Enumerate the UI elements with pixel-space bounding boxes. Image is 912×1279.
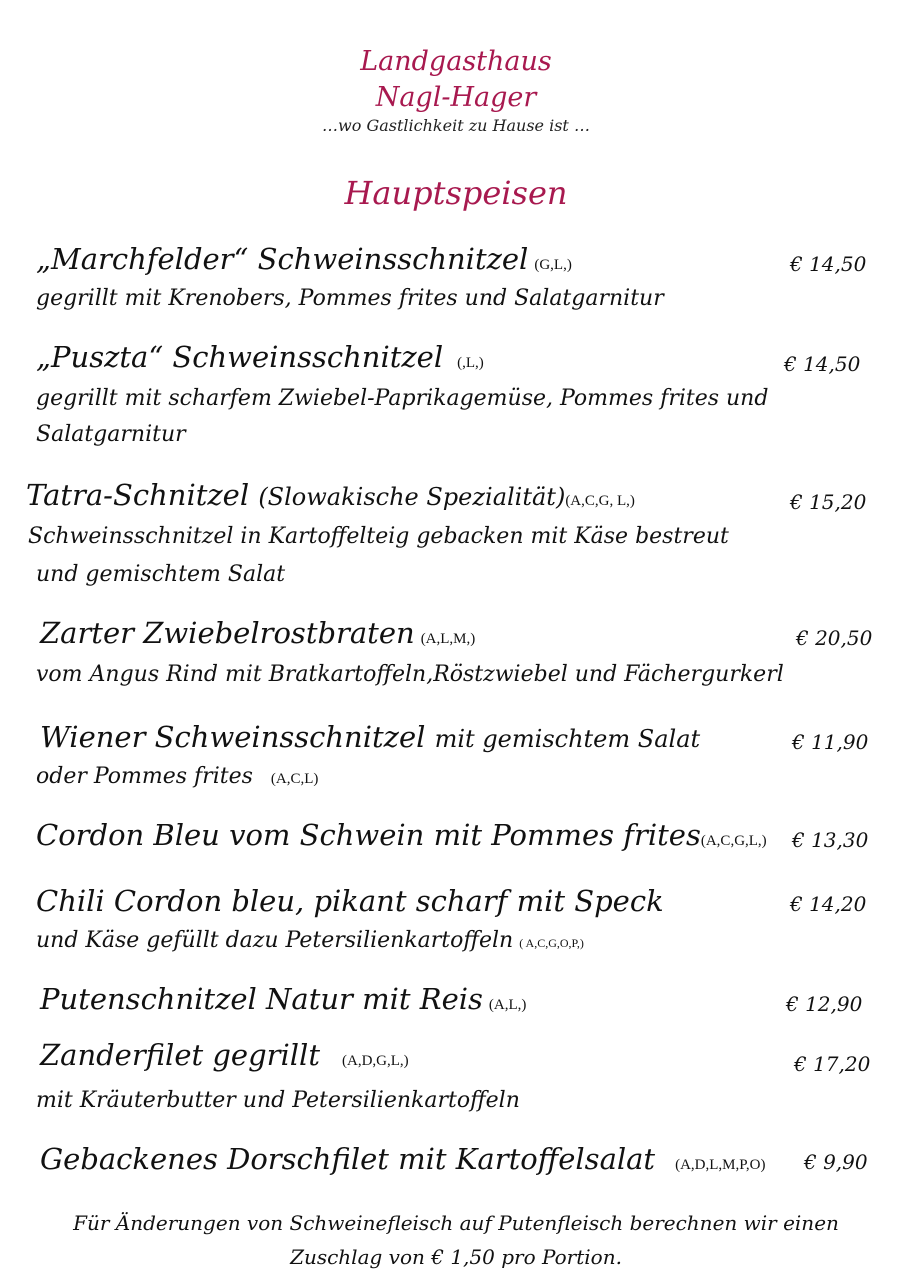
item-name: Zanderfilet gegrillt	[40, 1038, 320, 1072]
item-allergens: (,L,)	[457, 355, 484, 371]
item-price: € 13,30	[792, 828, 869, 852]
item-price: € 14,50	[784, 352, 861, 376]
menu-header	[0, 44, 912, 135]
section-heading	[0, 174, 912, 212]
item-title	[40, 616, 475, 650]
item-allergens: (G,L,)	[534, 257, 572, 273]
item-name: Cordon Bleu vom Schwein mit Pommes frites	[36, 818, 701, 852]
item-title	[36, 884, 664, 918]
item-description	[36, 764, 318, 789]
tagline: …wo Gastlichkeit zu Hause ist …	[322, 116, 590, 135]
item-allergens: (A,C,G, L,)	[565, 493, 635, 509]
item-allergens: (A,D,G,L,)	[342, 1053, 409, 1069]
surcharge-note-line2: Zuschlag von € 1,50 pro Portion.	[290, 1245, 622, 1269]
item-price: € 15,20	[790, 490, 867, 514]
item-name: Tatra-Schnitzel	[26, 478, 250, 512]
restaurant-name-line2: Nagl-Hager	[375, 82, 537, 113]
item-allergens: ( A,C,G,O,P,)	[519, 936, 584, 950]
item-allergens: (A,D,L,M,P,O)	[675, 1157, 766, 1173]
item-description-text: und Käse gefüllt dazu Petersilienkartoffeln	[36, 928, 514, 953]
item-title	[36, 340, 484, 374]
item-description: Salatgarnitur	[36, 422, 186, 447]
item-price: € 11,90	[792, 730, 869, 754]
item-description: gegrillt mit scharfem Zwiebel-Paprikagemüse, Pommes frites und	[36, 386, 769, 411]
item-name: Putenschnitzel Natur mit Reis	[40, 982, 483, 1016]
item-title	[36, 818, 767, 852]
item-title	[40, 720, 700, 754]
item-price: € 14,20	[790, 892, 867, 916]
restaurant-name-line1: Landgasthaus	[360, 46, 552, 77]
item-description: gegrillt mit Krenobers, Pommes frites und Salatgarnitur	[36, 286, 664, 311]
item-name-suffix: mit gemischtem Salat	[434, 725, 701, 753]
item-title	[40, 1142, 766, 1176]
surcharge-note-line1: Für Änderungen von Schweinefleisch auf Putenfleisch berechnen wir einen	[73, 1211, 839, 1235]
item-allergens: (A,C,L)	[270, 771, 319, 787]
item-price: € 9,90	[804, 1150, 868, 1174]
item-title	[36, 242, 572, 276]
item-price: € 14,50	[790, 252, 867, 276]
item-title	[40, 982, 526, 1016]
surcharge-note	[0, 1206, 912, 1274]
item-name: „Marchfelder“ Schweinsschnitzel	[36, 242, 529, 276]
item-name: Gebackenes Dorschfilet mit Kartoffelsalat	[40, 1142, 656, 1176]
item-name: Chili Cordon bleu, pikant scharf mit Speck	[36, 884, 664, 918]
item-price: € 12,90	[786, 992, 863, 1016]
item-name: „Puszta“ Schweinsschnitzel	[36, 340, 444, 374]
item-allergens: (A,C,G,L,)	[700, 833, 767, 849]
item-description: mit Kräuterbutter und Petersilienkartoffeln	[36, 1088, 520, 1113]
item-title	[40, 1038, 409, 1072]
item-allergens: (A,L,M,)	[420, 631, 476, 647]
item-name: Zarter Zwiebelrostbraten	[40, 616, 415, 650]
item-title	[26, 478, 635, 512]
item-description: Schweinsschnitzel in Kartoffelteig gebacken mit Käse bestreut	[28, 524, 729, 549]
section-title: Hauptspeisen	[344, 174, 568, 212]
item-description-text: oder Pommes frites	[36, 764, 253, 789]
item-description: und gemischtem Salat	[36, 562, 286, 587]
item-allergens: (A,L,)	[488, 997, 527, 1013]
item-description	[36, 928, 584, 953]
item-description: vom Angus Rind mit Bratkartoffeln,Röstzwiebel und Fächergurkerl	[36, 662, 784, 687]
item-price: € 17,20	[794, 1052, 871, 1076]
item-price: € 20,50	[796, 626, 873, 650]
item-name: Wiener Schweinsschnitzel	[40, 720, 426, 754]
item-name-suffix: (Slowakische Spezialität)	[258, 483, 566, 511]
